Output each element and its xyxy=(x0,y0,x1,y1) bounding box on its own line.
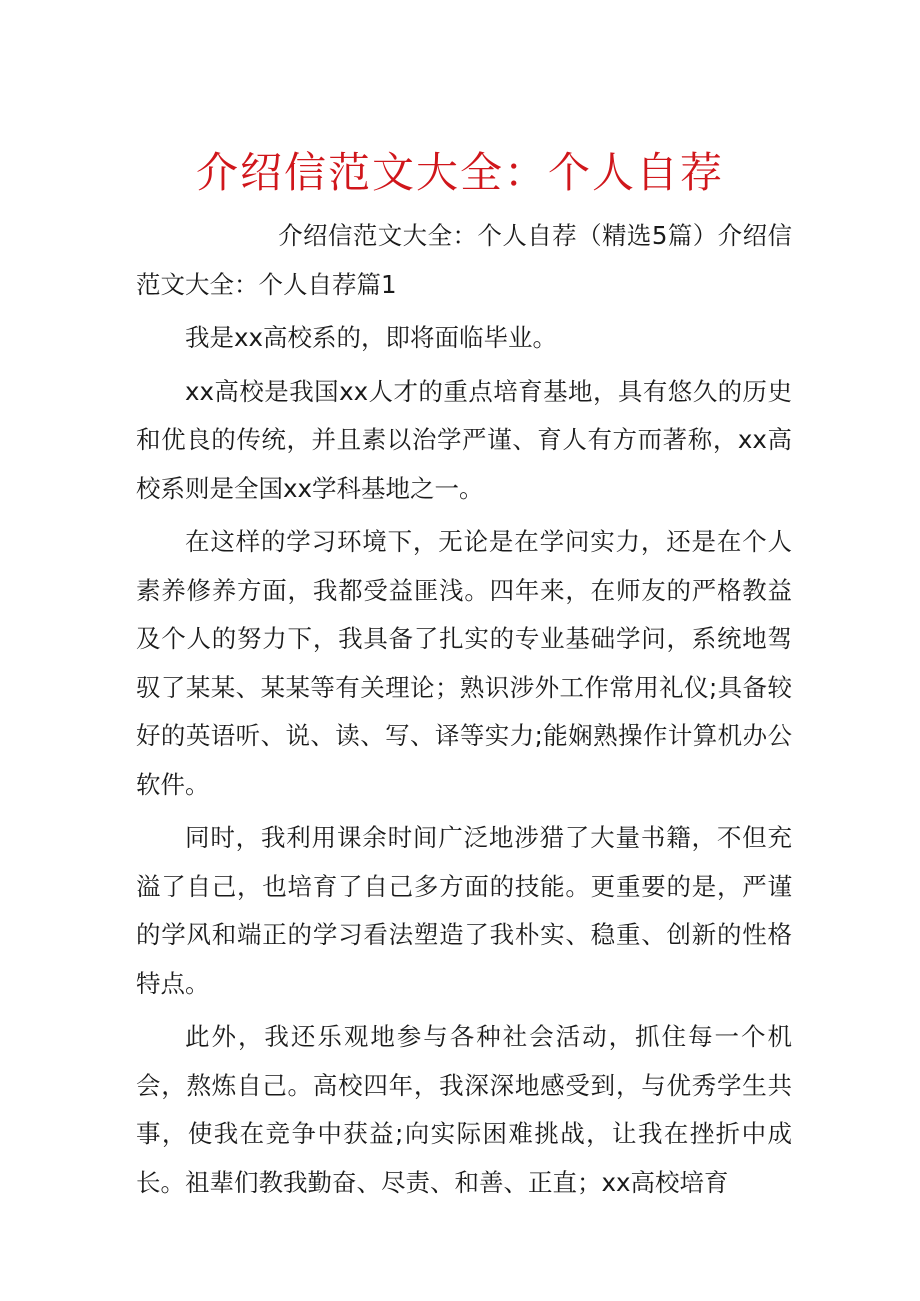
paragraph-2: xx高校是我国xx人才的重点培育基地，具有悠久的历史和优良的传统，并且素以治学严谨、育人有方而著称，xx高校系则是全国xx学科基地之一。 xyxy=(136,376,792,503)
document-title: 介绍信范文大全：个人自荐 xyxy=(195,148,724,197)
paragraph-intro: 介绍信范文大全：个人自荐（精选5篇）介绍信范文大全：个人自荐篇1 xyxy=(136,221,792,299)
document-body xyxy=(136,212,792,1212)
paragraph-5: 此外，我还乐观地参与各种社会活动，抓住每一个机会，熬炼自己。高校四年，我深深地感受到，与优秀学生共事，使我在竞争中获益;向实际困难挑战，让我在挫折中成长。祖辈们教我勤奋、尽责、和善、正直；xx高校培育 xyxy=(136,1022,792,1197)
paragraph-3: 在这样的学习环境下，无论是在学问实力，还是在个人素养修养方面，我都受益匪浅。四年来，在师友的严格教益及个人的努力下，我具备了扎实的专业基础学问，系统地驾驭了某某、某某等有关理论；熟识涉外工作常用礼仪;具备较好的英语听、说、读、写、译等实力;能娴熟操作计算机办公软件。 xyxy=(136,527,792,799)
paragraph-1: 我是xx高校系的，即将面临毕业。 xyxy=(185,323,557,352)
paragraph-4: 同时，我利用课余时间广泛地涉猎了大量书籍，不但充溢了自己，也培育了自己多方面的技能。更重要的是，严谨的学风和端正的学习看法塑造了我朴实、稳重、创新的性格特点。 xyxy=(136,823,792,998)
